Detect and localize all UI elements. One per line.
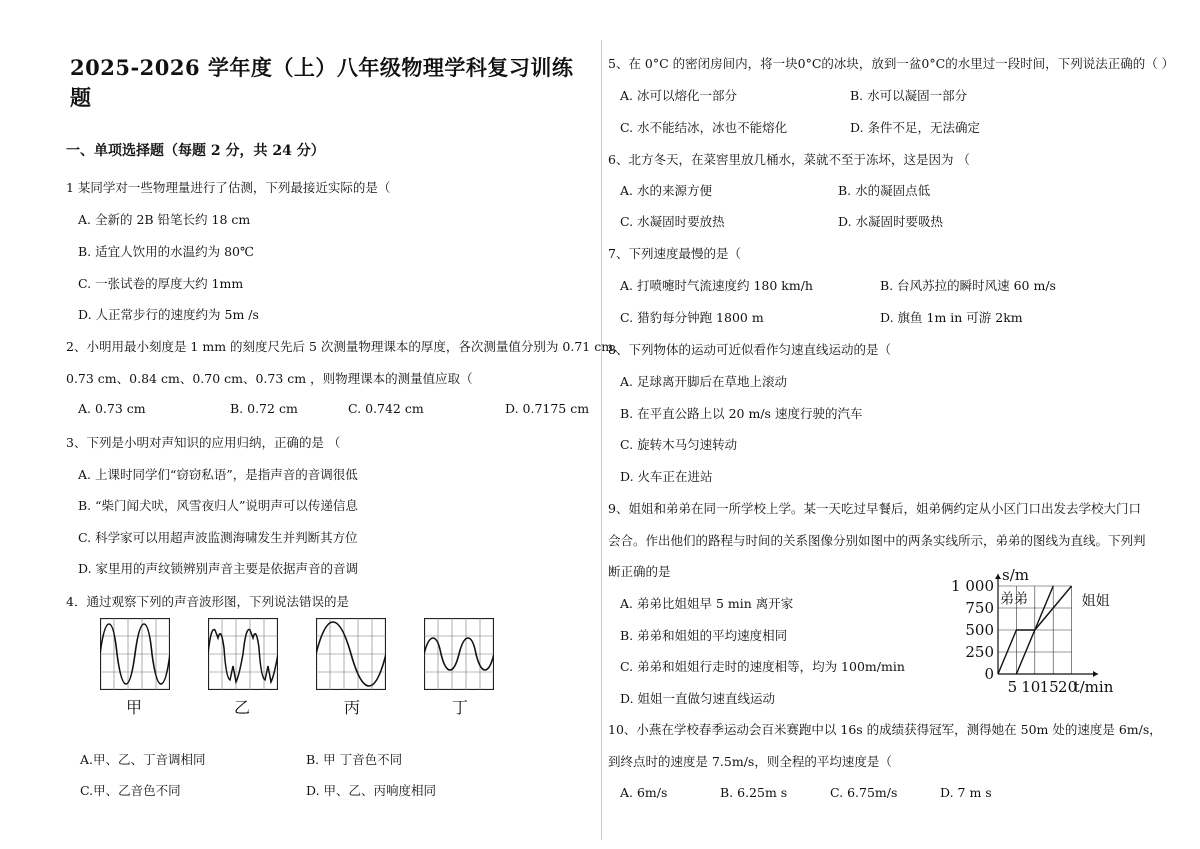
q4-option-c: C.甲、乙音色不同: [80, 783, 181, 798]
waveform-ding: [424, 618, 494, 690]
waveform-jia: [100, 618, 170, 690]
q7-option-c: C. 猎豹每分钟跑 1800 m: [620, 310, 764, 325]
x-tick-label: 5: [1007, 678, 1018, 696]
q9-stem-line1: 9、姐姐和弟弟在同一所学校上学。某一天吃过早餐后，姐弟俩约定从小区门口出发去学校大门口: [608, 501, 1141, 516]
q5-option-b: B. 水可以凝固一部分: [850, 88, 968, 103]
q10-option-d: D. 7 m s: [940, 785, 992, 800]
q2-stem-line1: 2、小明用最小刻度是 1 mm 的刻度尺先后 5 次测量物理课本的厚度，各次测量值分别为 0.71 cm、: [66, 339, 626, 354]
q3-stem: 3、下列是小明对声知识的应用归纳，正确的是 （: [66, 435, 341, 450]
q9-stem-line3: 断正确的是: [608, 564, 671, 579]
x-tick-label: 20: [1058, 678, 1078, 696]
q7-option-a: A. 打喷嚏时气流速度约 180 km/h: [620, 278, 813, 293]
q8-option-a: A. 足球离开脚后在草地上滚动: [620, 374, 787, 389]
wave-label-yi: 乙: [234, 698, 251, 717]
y-tick-label: 750: [965, 599, 994, 617]
q10-option-a: A. 6m/s: [620, 785, 668, 800]
q2-option-d: D. 0.7175 cm: [505, 401, 590, 416]
q4-option-a: A.甲、乙、丁音调相同: [80, 752, 206, 767]
legend-didi: 弟弟: [1000, 591, 1028, 608]
q4-option-b: B. 甲 丁音色不同: [306, 752, 403, 767]
y-axis-label: s/m: [1002, 566, 1029, 584]
q9-option-b: B. 弟弟和姐姐的平均速度相同: [620, 628, 788, 643]
q10-option-c: C. 6.75m/s: [830, 785, 898, 800]
q9-option-c: C. 弟弟和姐姐行走时的速度相等，均为 100m/min: [620, 659, 905, 674]
q6-option-d: D. 水凝固时要吸热: [838, 214, 944, 229]
q2-option-b: B. 0.72 cm: [230, 401, 298, 416]
distance-time-graph: [936, 560, 1116, 700]
q3-option-a: A. 上课时同学们“窃窃私语”，是指声音的音调很低: [78, 467, 358, 482]
x-tick-label: 15: [1039, 678, 1059, 696]
q8-option-b: B. 在平直公路上以 20 m/s 速度行驶的汽车: [620, 406, 863, 421]
q7-stem: 7、下列速度最慢的是（: [608, 246, 741, 261]
q3-option-c: C. 科学家可以用超声波监测海啸发生并判断其方位: [78, 530, 358, 545]
legend-jiejie: 姐姐: [1081, 593, 1110, 610]
q9-stem-line2: 会合。作出他们的路程与时间的关系图像分别如图中的两条实线所示，弟弟的图线为直线。下列判: [608, 533, 1146, 548]
q10-stem-line1: 10、小燕在学校春季运动会百米赛跑中以 16s 的成绩获得冠军，测得她在 50m 处的速度是 6m/s，: [608, 722, 1162, 737]
q1-option-b: B. 适宜人饮用的水温约为 80℃: [78, 244, 254, 259]
x-axis-label: t/min: [1073, 678, 1114, 696]
y-axis-arrow: [995, 574, 1001, 579]
wave-label-jia: 甲: [126, 698, 143, 717]
q2-option-c: C. 0.742 cm: [348, 401, 424, 416]
q9-option-a: A. 弟弟比姐姐早 5 min 离开家: [620, 596, 794, 611]
q4-stem: 4．通过观察下列的声音波形图，下列说法错误的是: [66, 594, 349, 609]
q1-stem: 1 某同学对一些物理量进行了估测，下列最接近实际的是（: [66, 180, 391, 195]
q5-option-d: D. 条件不足，无法确定: [850, 120, 981, 135]
q10-option-b: B. 6.25m s: [720, 785, 788, 800]
q8-option-d: D. 火车正在进站: [620, 469, 713, 484]
q7-option-d: D. 旗鱼 1m in 可游 2km: [880, 310, 1023, 325]
x-axis-arrow: [1093, 671, 1098, 677]
q4-option-d: D. 甲、乙、丙响度相同: [306, 783, 437, 798]
q8-stem: 8、下列物体的运动可近似看作匀速直线运动的是（: [608, 342, 891, 357]
q2-stem-line2: 0.73 cm、0.84 cm、0.70 cm、0.73 cm ，则物理课本的测量值应取（: [66, 371, 473, 386]
q6-stem: 6、北方冬天，在菜窖里放几桶水，菜就不至于冻坏，这是因为 （: [608, 152, 970, 167]
q5-stem: 5、在 0°C 的密闭房间内，将一块0°C的冰块，放到一盆0°C的水里过一段时间，下列说法正确的（ ）: [608, 56, 1175, 71]
y-tick-label: 1 000: [951, 577, 994, 595]
q10-stem-line2: 到终点时的速度是 7.5m/s，则全程的平均速度是（: [608, 754, 892, 769]
y-tick-label: 250: [965, 643, 994, 661]
q1-option-a: A. 全新的 2B 铅笔长约 18 cm: [78, 212, 251, 227]
q5-option-a: A. 冰可以熔化一部分: [620, 88, 737, 103]
x-tick-label: 10: [1021, 678, 1041, 696]
q7-option-b: B. 台风苏拉的瞬时风速 60 m/s: [880, 278, 1056, 293]
q8-option-c: C. 旋转木马匀速转动: [620, 437, 738, 452]
q6-option-c: C. 水凝固时要放热: [620, 214, 725, 229]
column-divider: [601, 40, 602, 840]
y-tick-label: 0: [984, 665, 994, 683]
waveform-bing: [316, 618, 386, 690]
q5-option-c: C. 水不能结冰，冰也不能熔化: [620, 120, 788, 135]
q6-option-a: A. 水的来源方便: [620, 183, 712, 198]
section-heading: 一、单项选择题（每题 2 分，共 24 分）: [66, 143, 325, 159]
wave-label-ding: 丁: [452, 698, 469, 717]
q2-option-a: A. 0.73 cm: [78, 401, 146, 416]
waveform-yi: [208, 618, 278, 690]
y-tick-label: 500: [965, 621, 994, 639]
wave-label-bing: 丙: [344, 698, 361, 717]
page-title: 2025-2026 学年度（上）八年级物理学科复习训练题: [70, 55, 574, 110]
q1-option-d: D. 人正常步行的速度约为 5m /s: [78, 307, 259, 322]
q9-option-d: D. 姐姐一直做匀速直线运动: [620, 691, 776, 706]
q6-option-b: B. 水的凝固点低: [838, 183, 931, 198]
q1-option-c: C. 一张试卷的厚度大约 1mm: [78, 276, 244, 291]
q3-option-d: D. 家里用的声纹锁辨别声音主要是依据声音的音调: [78, 561, 359, 576]
q3-option-b: B. “柴门闻犬吠，风雪夜归人”说明声可以传递信息: [78, 498, 358, 513]
